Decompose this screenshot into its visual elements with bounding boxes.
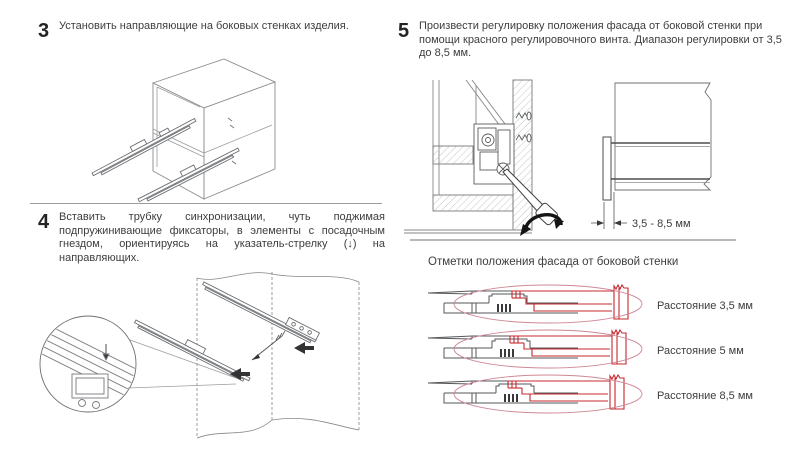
facade-bracket-red xyxy=(508,375,624,409)
step-4 xyxy=(38,211,385,265)
side-wall-section xyxy=(513,80,532,230)
facade-position-diagram-8-5 xyxy=(426,373,648,417)
step-3 xyxy=(38,20,373,41)
distance-label-5: Расстояние 5 мм xyxy=(657,345,744,357)
facade-position-diagram-5 xyxy=(426,328,648,372)
distance-label-3-5: Расстояние 3,5 мм xyxy=(657,300,753,312)
step-5-number: 5 xyxy=(398,20,410,42)
step-5-text: Произвести регулировку положения фасада от боковой стенки при помощи красного регулировочного винта. Диапазон регулировки от 3,5 до 8,5 мм. xyxy=(419,20,782,59)
gap-dimension-label: 3,5 - 8,5 мм xyxy=(632,218,691,230)
marks-section-title: Отметки положения фасада от боковой стенки xyxy=(428,256,679,268)
facade-panel-edge xyxy=(603,137,611,200)
step-4-text: Вставить трубку синхронизации, чуть поджимая подпружинивающие фиксаторы, в элементы с посадочным гнездом, ориентируясь на указатель-стрелку (↓) на направляющих. xyxy=(59,211,385,264)
rail-with-bracket xyxy=(201,276,319,345)
sync-tube-assembly-drawing xyxy=(24,268,392,446)
right-column-divider xyxy=(410,239,736,241)
shelf-section xyxy=(433,146,473,164)
step-3-text: Установить направляющие на боковых стенках изделия. xyxy=(59,20,349,32)
insert-arrow-icon xyxy=(294,342,314,354)
side-panel xyxy=(615,83,711,190)
dimension-arrow-icon xyxy=(614,220,621,225)
bottom-panel-section xyxy=(433,195,513,211)
step-3-number: 3 xyxy=(38,20,50,42)
adjustment-screw-cross-section-drawing xyxy=(402,80,598,238)
dimension-arrow-icon xyxy=(597,220,604,225)
cabinet-isometric-drawing xyxy=(78,52,313,204)
facade-bracket-red xyxy=(510,330,626,364)
distance-label-8-5: Расстояние 8,5 мм xyxy=(657,390,753,402)
tilted-facade-lines xyxy=(466,80,505,128)
facade-gap-side-view-drawing xyxy=(588,80,792,238)
facade-position-diagram-3-5 xyxy=(426,283,648,327)
step-5 xyxy=(398,20,790,61)
left-column-divider xyxy=(30,203,382,204)
step-4-number: 4 xyxy=(38,211,50,233)
